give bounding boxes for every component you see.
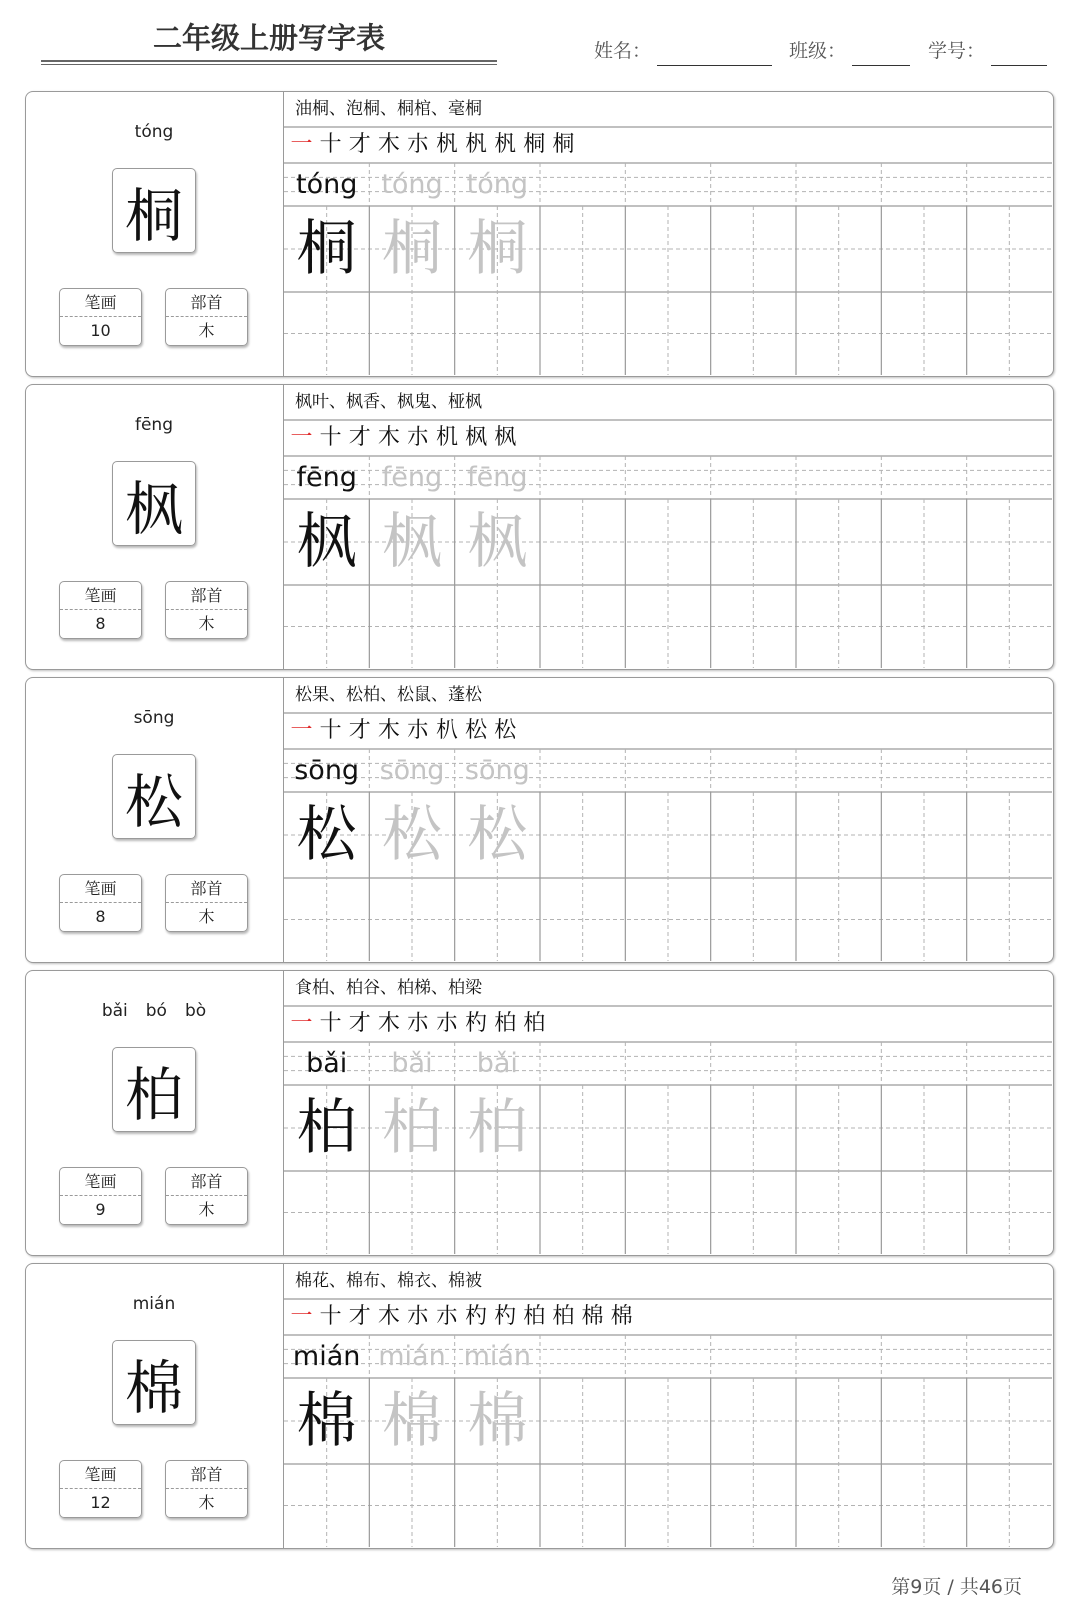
stroke-step: 机 bbox=[436, 425, 459, 450]
character-trace: 棉 bbox=[467, 1386, 528, 1456]
stroke-step: 枫 bbox=[494, 425, 517, 450]
character-box bbox=[112, 1047, 196, 1132]
stroke-step: 柏 bbox=[523, 1304, 546, 1329]
pinyin-trace: sōng bbox=[464, 755, 530, 786]
character-model: 枫 bbox=[296, 507, 357, 577]
stroke-step: 十 bbox=[319, 425, 342, 450]
stroke-step: 才 bbox=[348, 1304, 371, 1329]
stroke-order-row bbox=[287, 420, 520, 456]
pinyin-reading: bò bbox=[184, 1001, 207, 1021]
stroke-count-label: 笔画 bbox=[60, 875, 141, 903]
pinyin-model: tóng bbox=[295, 169, 358, 200]
character: 枫 bbox=[124, 474, 183, 543]
character-model: 松 bbox=[296, 800, 357, 870]
stroke-count-label: 笔画 bbox=[60, 289, 141, 317]
practice-panel bbox=[284, 971, 1052, 1254]
stroke-step: 朩 bbox=[406, 1011, 429, 1036]
stroke-step: 杓 bbox=[465, 1011, 488, 1036]
radical-box bbox=[165, 1167, 248, 1225]
pinyin-trace: mián bbox=[463, 1341, 532, 1372]
stroke-step: 十 bbox=[319, 1304, 342, 1329]
stroke-count-box bbox=[59, 288, 142, 346]
stroke-count-label: 笔画 bbox=[60, 582, 141, 610]
character-info-panel bbox=[26, 971, 284, 1255]
stroke-step: 桐 bbox=[552, 132, 575, 157]
pinyin-readings bbox=[26, 1292, 282, 1316]
stroke-step: 杓 bbox=[465, 1304, 488, 1329]
stroke-order-row bbox=[287, 713, 520, 749]
character-trace: 桐 bbox=[467, 214, 528, 284]
stroke-count-value: 8 bbox=[95, 907, 106, 926]
character: 棉 bbox=[124, 1353, 183, 1422]
stroke-step: 柏 bbox=[552, 1304, 575, 1329]
character-model: 柏 bbox=[296, 1093, 357, 1163]
radical-label: 部首 bbox=[166, 875, 247, 903]
radical-value: 木 bbox=[198, 1200, 215, 1219]
radical-label: 部首 bbox=[166, 1461, 247, 1489]
pinyin-readings bbox=[26, 120, 282, 144]
pinyin-reading: sōng bbox=[133, 708, 175, 728]
stroke-step: 木 bbox=[377, 1304, 400, 1329]
stroke-step: 朩 bbox=[406, 718, 429, 743]
stroke-step: 杋 bbox=[436, 132, 459, 157]
practice-panel bbox=[284, 92, 1052, 375]
pinyin-reading: mián bbox=[132, 1294, 176, 1314]
radical-label: 部首 bbox=[166, 289, 247, 317]
stroke-step: 一 bbox=[290, 1011, 313, 1036]
character-card bbox=[25, 1263, 1054, 1549]
stroke-step: 朩 bbox=[436, 1011, 459, 1036]
character-card bbox=[25, 970, 1054, 1256]
practice-panel bbox=[284, 678, 1052, 961]
character-info-panel bbox=[26, 92, 284, 376]
student-number-label: 学号： bbox=[928, 40, 986, 62]
radical-value: 木 bbox=[198, 614, 215, 633]
character-box bbox=[112, 168, 196, 253]
stroke-count-box bbox=[59, 1167, 142, 1225]
student-number-blank[interactable] bbox=[991, 41, 1047, 66]
character-card bbox=[25, 384, 1054, 670]
radical-box bbox=[165, 581, 248, 639]
radical-value: 木 bbox=[198, 1493, 215, 1512]
example-words: 食柏、柏谷、柏梯、柏梁 bbox=[295, 978, 482, 998]
stroke-step: 朩 bbox=[406, 1304, 429, 1329]
pinyin-readings bbox=[26, 413, 282, 437]
stroke-count-label: 笔画 bbox=[60, 1461, 141, 1489]
stroke-count-value: 9 bbox=[95, 1200, 106, 1219]
stroke-step: 桐 bbox=[523, 132, 546, 157]
radical-box bbox=[165, 288, 248, 346]
stroke-step: 朩 bbox=[406, 132, 429, 157]
character: 桐 bbox=[124, 181, 183, 250]
stroke-step: 木 bbox=[377, 1011, 400, 1036]
radical-value: 木 bbox=[198, 321, 215, 340]
character-box bbox=[112, 461, 196, 546]
character: 柏 bbox=[124, 1060, 183, 1129]
stroke-count-box bbox=[59, 581, 142, 639]
radical-label: 部首 bbox=[166, 1168, 247, 1196]
stroke-step: 才 bbox=[348, 718, 371, 743]
practice-panel bbox=[284, 385, 1052, 668]
stroke-step: 一 bbox=[290, 718, 313, 743]
stroke-step: 木 bbox=[377, 425, 400, 450]
character-model: 棉 bbox=[296, 1386, 357, 1456]
pinyin-reading: fēng bbox=[134, 415, 173, 435]
pinyin-readings bbox=[26, 706, 282, 730]
name-label: 姓名： bbox=[594, 40, 652, 62]
stroke-step: 枫 bbox=[465, 425, 488, 450]
character-info-panel bbox=[26, 385, 284, 669]
stroke-step: 朩 bbox=[406, 425, 429, 450]
character: 松 bbox=[124, 767, 183, 836]
stroke-step: 才 bbox=[348, 1011, 371, 1036]
stroke-step: 朩 bbox=[436, 1304, 459, 1329]
character-card bbox=[25, 677, 1054, 963]
practice-panel bbox=[284, 1264, 1052, 1547]
radical-box bbox=[165, 874, 248, 932]
class-blank[interactable] bbox=[852, 41, 910, 66]
pinyin-readings bbox=[26, 999, 282, 1023]
stroke-step: 柏 bbox=[523, 1011, 546, 1036]
character-trace: 枫 bbox=[467, 507, 528, 577]
class-label: 班级： bbox=[789, 40, 847, 62]
character-trace: 桐 bbox=[381, 214, 442, 284]
stroke-step: 才 bbox=[348, 132, 371, 157]
title-underline bbox=[41, 60, 497, 65]
stroke-step: 杓 bbox=[494, 1304, 517, 1329]
stroke-count-value: 12 bbox=[90, 1493, 111, 1512]
pinyin-model: sōng bbox=[294, 755, 360, 786]
pinyin-trace: tóng bbox=[466, 169, 528, 200]
stroke-step: 杋 bbox=[465, 132, 488, 157]
pinyin-trace: fēng bbox=[467, 462, 528, 493]
pinyin-trace: fēng bbox=[381, 462, 443, 493]
stroke-step: 一 bbox=[290, 1304, 313, 1329]
example-words: 油桐、泡桐、桐棺、毫桐 bbox=[295, 99, 482, 119]
pinyin-reading: bǎi bbox=[101, 1001, 128, 1021]
stroke-order-row bbox=[287, 1006, 549, 1042]
stroke-step: 十 bbox=[319, 1011, 342, 1036]
student-number-field bbox=[928, 36, 1047, 66]
character-card bbox=[25, 91, 1054, 377]
page-number: 第9页 / 共46页 bbox=[891, 1576, 1022, 1598]
example-words: 棉花、棉布、棉衣、棉被 bbox=[295, 1271, 482, 1291]
character-trace: 柏 bbox=[467, 1093, 528, 1163]
stroke-count-value: 10 bbox=[90, 321, 111, 340]
name-field bbox=[594, 36, 772, 66]
name-blank[interactable] bbox=[657, 41, 772, 66]
pinyin-trace: bǎi bbox=[391, 1048, 433, 1079]
pinyin-reading: bó bbox=[145, 1001, 167, 1021]
stroke-step: 十 bbox=[319, 718, 342, 743]
stroke-count-box bbox=[59, 874, 142, 932]
example-words: 枫叶、枫香、枫鬼、桠枫 bbox=[295, 392, 482, 412]
example-words: 松果、松柏、松鼠、蓬松 bbox=[295, 685, 482, 705]
pinyin-trace: bǎi bbox=[476, 1048, 518, 1079]
character-info-panel bbox=[26, 1264, 284, 1548]
character-box bbox=[112, 1340, 196, 1425]
character-model: 桐 bbox=[296, 214, 357, 284]
stroke-count-box bbox=[59, 1460, 142, 1518]
pinyin-trace: tóng bbox=[381, 169, 443, 200]
radical-value: 木 bbox=[198, 907, 215, 926]
character-trace: 棉 bbox=[381, 1386, 442, 1456]
character-box bbox=[112, 754, 196, 839]
character-trace: 枫 bbox=[381, 507, 442, 577]
pinyin-trace: sōng bbox=[379, 755, 445, 786]
stroke-step: 松 bbox=[465, 718, 488, 743]
character-info-panel bbox=[26, 678, 284, 962]
stroke-order-row bbox=[287, 1299, 636, 1335]
stroke-step: 松 bbox=[494, 718, 517, 743]
stroke-count-value: 8 bbox=[95, 614, 106, 633]
radical-label: 部首 bbox=[166, 582, 247, 610]
stroke-step: 一 bbox=[290, 132, 313, 157]
stroke-step: 朳 bbox=[436, 718, 459, 743]
pinyin-model: bǎi bbox=[306, 1048, 348, 1079]
stroke-step: 十 bbox=[319, 132, 342, 157]
worksheet-title: 二年级上册写字表 bbox=[152, 21, 385, 55]
stroke-step: 棉 bbox=[581, 1304, 604, 1329]
pinyin-model: mián bbox=[292, 1341, 361, 1372]
stroke-step: 一 bbox=[290, 425, 313, 450]
stroke-step: 才 bbox=[348, 425, 371, 450]
pinyin-model: fēng bbox=[296, 462, 357, 493]
stroke-order-row bbox=[287, 127, 578, 163]
pinyin-reading: tóng bbox=[134, 122, 174, 142]
character-trace: 松 bbox=[467, 800, 528, 870]
character-trace: 柏 bbox=[381, 1093, 442, 1163]
stroke-count-label: 笔画 bbox=[60, 1168, 141, 1196]
class-field bbox=[789, 36, 910, 66]
character-trace: 松 bbox=[381, 800, 442, 870]
stroke-step: 杋 bbox=[494, 132, 517, 157]
stroke-step: 木 bbox=[377, 132, 400, 157]
stroke-step: 柏 bbox=[494, 1011, 517, 1036]
pinyin-trace: mián bbox=[378, 1341, 446, 1372]
stroke-step: 木 bbox=[377, 718, 400, 743]
stroke-step: 棉 bbox=[610, 1304, 633, 1329]
radical-box bbox=[165, 1460, 248, 1518]
